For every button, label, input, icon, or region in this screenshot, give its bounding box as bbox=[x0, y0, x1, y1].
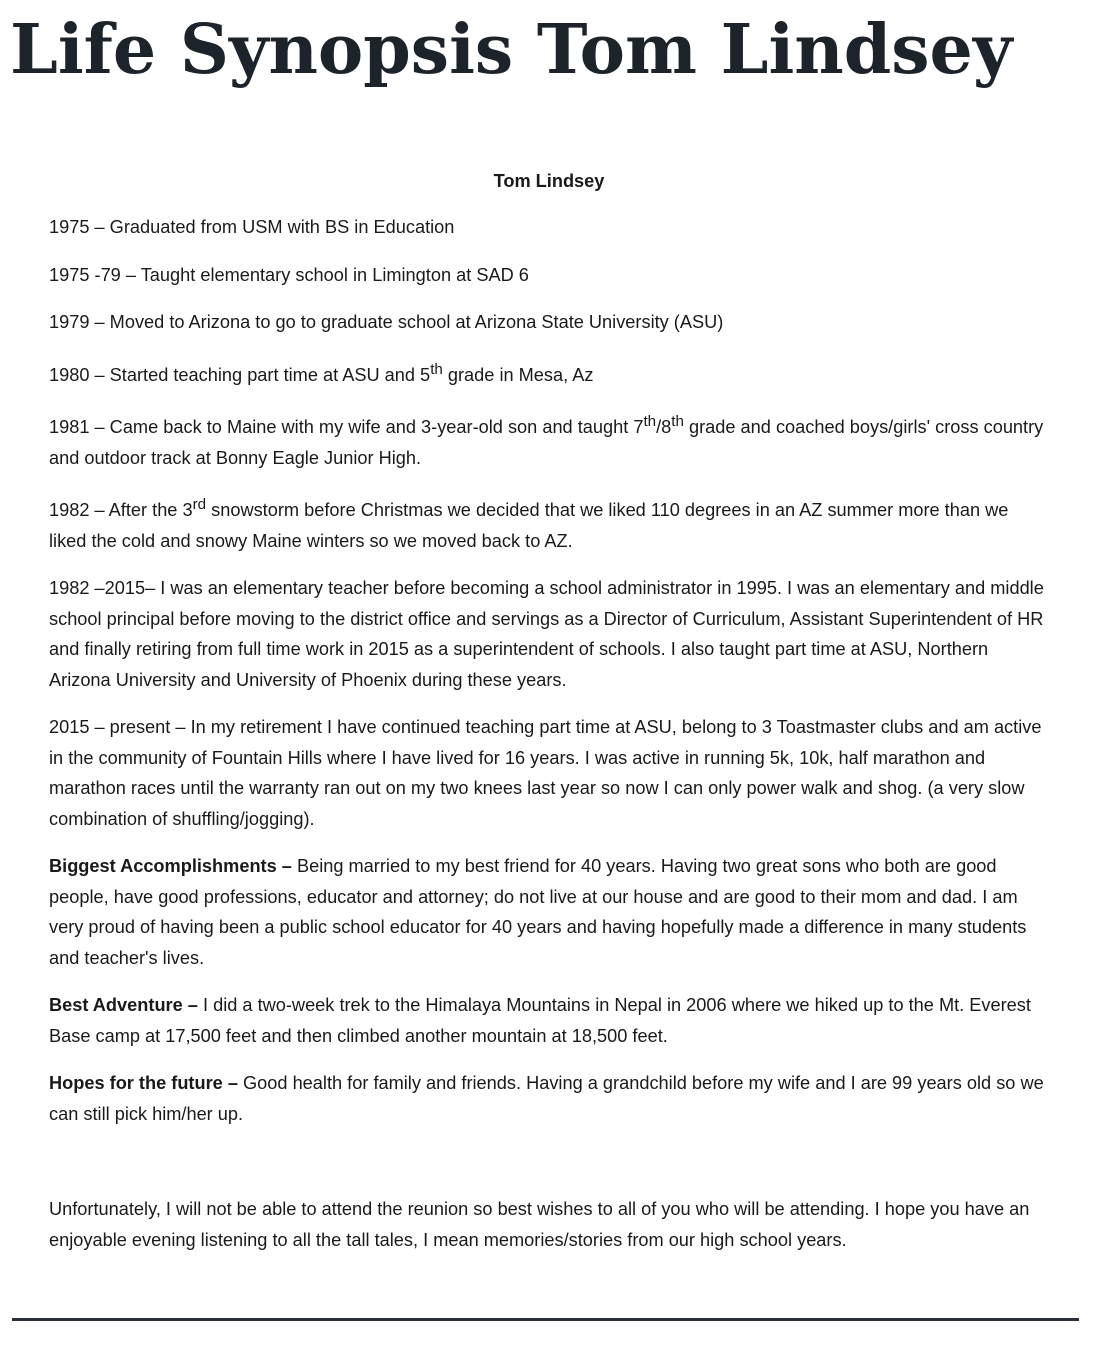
ordinal-suffix: th bbox=[430, 360, 443, 378]
section-label: Best Adventure – bbox=[49, 995, 198, 1016]
ordinal-suffix: th bbox=[671, 413, 684, 431]
closing-paragraph: Unfortunately, I will not be able to attend the reunion so best wishes to all of you who will be attending. I hope you have an enjoyable evening listening to all the tall tales, I mean memories/stories from our high school years. bbox=[49, 1199, 1030, 1250]
section-biggest-accomplishments: Biggest Accomplishments – Being married to my best friend for 40 years. Having two great sons who both are good people, have good professions, educator and attorney; do not live at our house and are good to their mom and dad. I am very proud of having been a public school educator for 40 years and having hopefully made a difference in many students and teacher's lives. bbox=[49, 856, 1027, 968]
timeline-entry: 1982 – After the 3rd snowstorm before Christmas we decided that we liked 110 degrees in an AZ summer more than we liked the cold and snowy Maine winters so we moved back to AZ. bbox=[49, 496, 1009, 551]
section-best-adventure: Best Adventure – I did a two-week trek to the Himalaya Mountains in Nepal in 2006 where we hiked up to the Mt. Everest Base camp at 17,500 feet and then climbed another mountain at 18,500 feet. bbox=[49, 995, 1031, 1046]
section-label: Hopes for the future – bbox=[49, 1073, 238, 1094]
document-heading: Tom Lindsey bbox=[493, 171, 605, 191]
page-title: Life Synopsis Tom Lindsey bbox=[10, 10, 1013, 90]
ordinal-suffix: rd bbox=[192, 496, 207, 514]
document-body bbox=[49, 166, 1049, 1272]
bottom-divider bbox=[12, 1318, 1079, 1321]
section-hopes-for-future: Hopes for the future – Good health for family and friends. Having a grandchild before my wife and I are 99 years old so we can still pick him/her up. bbox=[49, 1073, 1044, 1124]
section-label: Biggest Accomplishments – bbox=[49, 856, 292, 877]
timeline-entry: 1979 – Moved to Arizona to go to graduate school at Arizona State University (ASU) bbox=[49, 312, 724, 332]
timeline-entry: 2015 – present – In my retirement I have continued teaching part time at ASU, belong to 3 Toastmaster clubs and am active in the community of Fountain Hills where I have lived for 16 years. I was active in running 5k, 10k, half marathon and marathon races until the warranty ran out on my two knees last year so now I can only power walk and shog. (a very slow combination of shuffling/jogging). bbox=[49, 717, 1042, 829]
timeline-entry: 1975 – Graduated from USM with BS in Education bbox=[49, 217, 455, 237]
timeline-entry: 1975 -79 – Taught elementary school in Limington at SAD 6 bbox=[49, 264, 529, 285]
ordinal-suffix: th bbox=[643, 413, 657, 431]
timeline-entry: 1980 – Started teaching part time at ASU and 5th grade in Mesa, Az bbox=[49, 360, 594, 385]
timeline-entry: 1982 –2015– I was an elementary teacher before becoming a school administrator in 1995. I was an elementary and middle school principal before moving to the district office and servings as a Director of Curriculum, Assistant Superintendent of HR and finally retiring from full time work in 2015 as a superintendent of schools. I also taught part time at ASU, Northern Arizona University and University of Phoenix during these years. bbox=[49, 578, 1044, 690]
timeline-entry: 1981 – Came back to Maine with my wife and 3-year-old son and taught 7th/8th grade and coached boys/girls' cross country and outdoor track at Bonny Eagle Junior High. bbox=[49, 413, 1044, 468]
